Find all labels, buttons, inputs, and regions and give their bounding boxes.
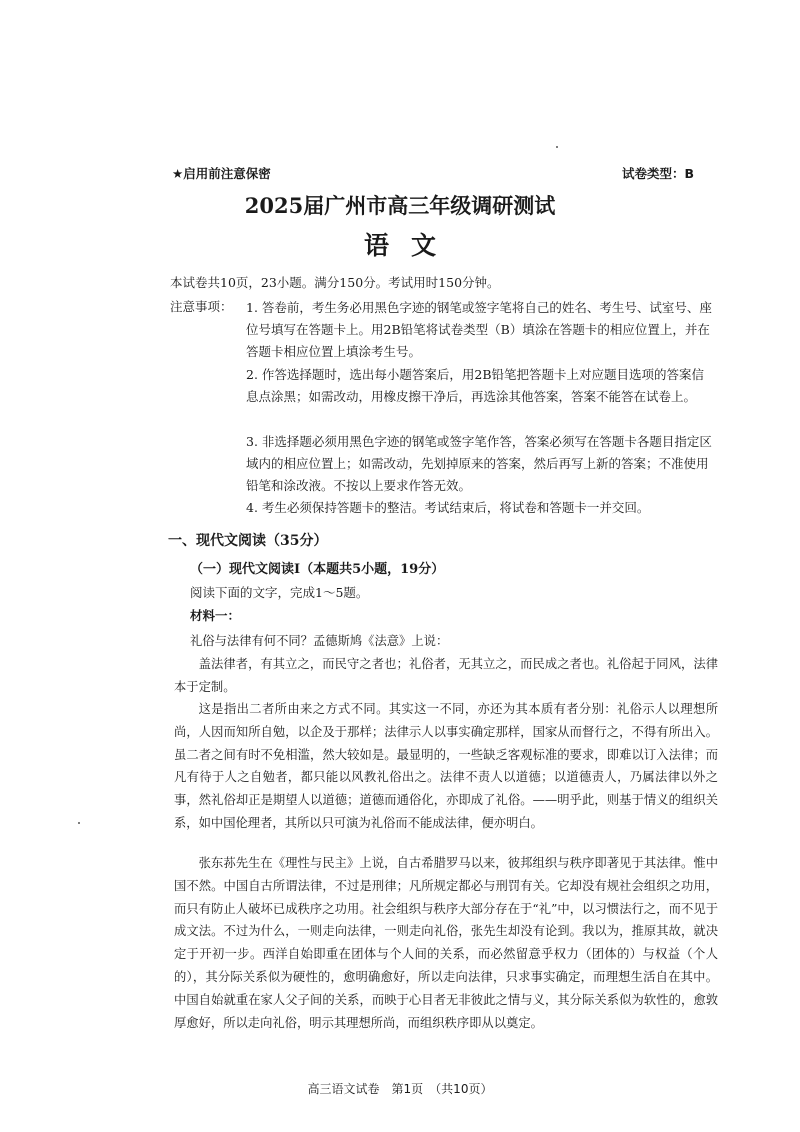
- paragraph-4: 张东荪先生在《理性与民主》上说，自古希腊罗马以来，彼邦组织与秩序即著见于其法律。惟中国不然。中国自古所谓法律，不过是刑律；凡所规定都必与刑罚有关。它却没有规社会组织之功用，而只有防止人破坏已成秩序之功用。社会组织与秩序大部分存在于“礼”中，以习惯法行之，而不见于成文法。不过为什么，一则走向法律，一则走向礼俗，张先生却没有论到。我以为，推原其故，就决定于开初一步。西洋自始即重在团体与个人间的关系，而必然留意乎权力（团体的）与权益（个人的），其分际关系似为硬性的，愈明确愈好，所以走向法律，只求事实确定，而理想生活自在其中。中国自始就重在家人父子间的关系，而映于心目者无非彼此之情与义，其分际关系似为软性的，愈敦厚愈好，所以走向礼俗，明示其理想所尚，而组织秩序即从以奠定。: [174, 856, 718, 1030]
- paper-type: 试卷类型：B: [622, 166, 695, 181]
- section-title: 一、现代文阅读（35分）: [168, 533, 328, 549]
- exam-title: 2025届广州市高三年级调研测试: [244, 193, 556, 218]
- paragraph-1: 礼俗与法律有何不同？孟德斯鸠《法意》上说：: [190, 634, 449, 648]
- speck: [78, 822, 80, 824]
- subject-title: 语文: [363, 231, 458, 260]
- note-item-3: 3. 非选择题必须用黑色字迹的钢笔或签字笔作答，答案必须写在答题卡各题目指定区域内的相应位置上；如需改动，先划掉原来的答案，然后再写上新的答案；不准使用铅笔和涂改液。不按以上要求作答无效。: [246, 434, 712, 493]
- paragraph-3: 这是指出二者所由来之方式不同。其实这一不同，亦还为其本质有者分别：礼俗示人以理想所尚，人因而知所自勉，以企及于那样；法律示人以事实确定那样，国家从而督行之，不得有所出入。虽二者之间有时不免相滥，然大较如是。最显明的，一些缺乏客观标准的要求，即难以订入法律；而凡有待于人之自勉者，都只能以风教礼俗出之。法律不责人以道德；以道德责人，乃属法律以外之事，然礼俗却正是期望人以道德；道德而通俗化，亦即成了礼俗。——明乎此，则基于情义的组织关系，如中国伦理者，其所以只可演为礼俗而不能成法律，便亦明白。: [174, 702, 718, 830]
- quote-paragraph: 盖法律者，有其立之，而民守之者也；礼俗者，无其立之，而民成之者也。礼俗起于同风，法律本于定制。: [174, 657, 718, 694]
- reading-instruction: 阅读下面的文字，完成1～5题。: [190, 585, 369, 600]
- material-label: 材料一：: [190, 608, 241, 623]
- subsection-title: （一）现代文阅读Ⅰ（本题共5小题，19分）: [190, 562, 445, 577]
- notes-label: 注意事项：: [170, 299, 233, 314]
- note-item-2: 2. 作答选择题时，选出每小题答案后，用2B铅笔把答题卡上对应题目选项的答案信息点涂黑；如需改动，用橡皮擦干净后，再选涂其他答案，答案不能答在试卷上。: [246, 367, 705, 404]
- exam-intro: 本试卷共10页，23小题。满分150分。考试用时150分钟。: [170, 275, 500, 290]
- note-item-4: 4. 考生必须保持答题卡的整洁。考试结束后，将试卷和答题卡一并交回。: [246, 500, 650, 515]
- page-footer: 高三语文试卷 第1页 （共10页）: [307, 1082, 493, 1096]
- note-item-1: 1. 答卷前，考生务必用黑色字迹的钢笔或签字笔将自己的姓名、考生号、试室号、座位号填写在答题卡上。用2B铅笔将试卷类型（B）填涂在答题卡的相应位置上，并在答题卡相应位置上填涂考生号。: [246, 300, 712, 359]
- confidential-notice: ★启用前注意保密: [172, 166, 271, 181]
- speck: [556, 146, 558, 148]
